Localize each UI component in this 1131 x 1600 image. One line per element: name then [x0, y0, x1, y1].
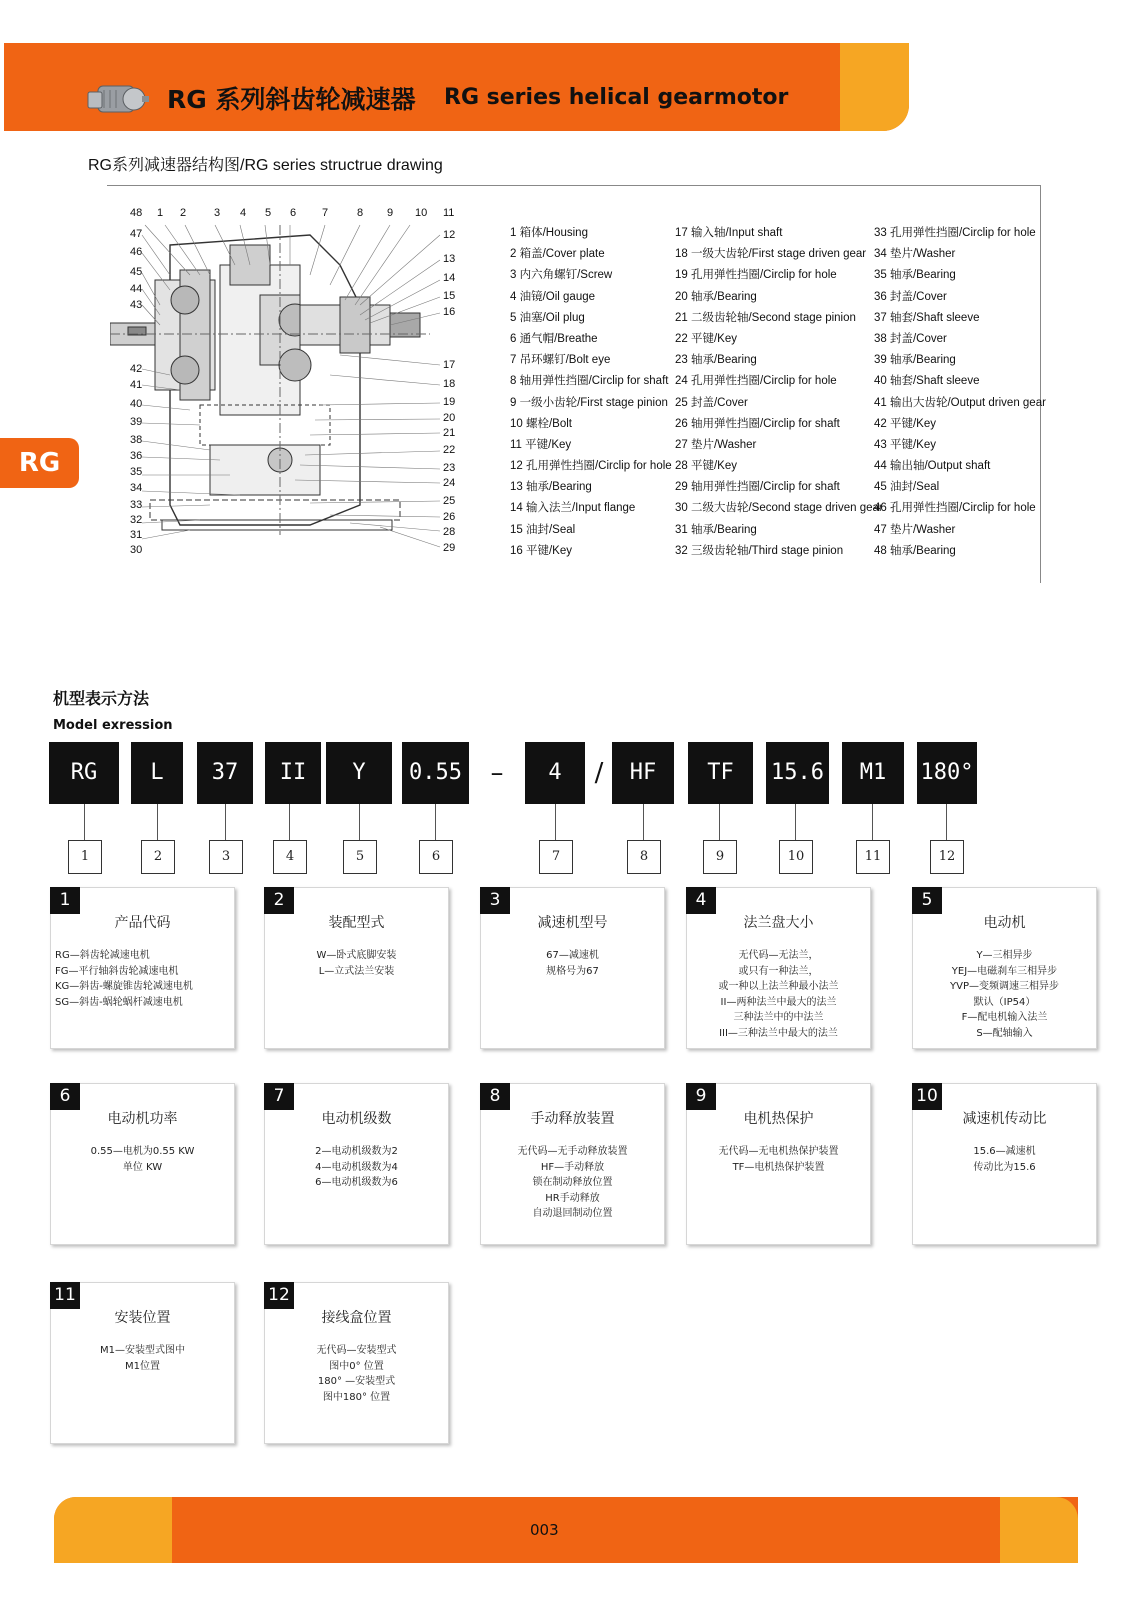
explain-card-mounting-position [50, 1282, 235, 1444]
part-item: 22 平键/Key [675, 332, 737, 345]
connector-line [795, 804, 796, 840]
callout-right: 12 [443, 229, 456, 241]
code-box-y: Y [326, 742, 392, 804]
callout-right: 28 [443, 526, 456, 538]
callout-top-48: 48 [130, 207, 143, 219]
header-title-cn: RG 系列斜齿轮减速器 [167, 85, 416, 114]
callout-left: 40 [130, 398, 143, 410]
code-box-rg: RG [49, 742, 119, 804]
callout-left: 31 [130, 529, 143, 541]
connector-line [84, 804, 85, 840]
explain-card-terminal-box [264, 1282, 449, 1444]
part-item: 18 一级大齿轮/First stage driven gear [675, 248, 867, 261]
part-item: 40 轴套/Shaft sleeve [874, 375, 980, 388]
header-accent [840, 43, 909, 131]
callout-top-11: 11 [443, 207, 455, 219]
code-box-180: 180° [917, 742, 977, 804]
card-title: 安装位置 [114, 1310, 171, 1326]
part-item: 35 轴承/Bearing [874, 269, 956, 282]
explain-card-product-code [50, 887, 235, 1049]
connector-line [157, 804, 158, 840]
callout-left: 30 [130, 544, 143, 556]
part-item: 33 孔用弹性挡圈/Circlip for hole [874, 227, 1036, 239]
part-item: 37 轴套/Shaft sleeve [874, 311, 980, 324]
code-number-box: 4 [273, 840, 307, 874]
code-box-156: 15.6 [766, 742, 829, 804]
callout-right: 25 [443, 495, 456, 507]
callout-top-6: 6 [290, 207, 297, 219]
callout-left: 44 [130, 283, 143, 295]
part-item: 28 平键/Key [675, 460, 737, 473]
card-number-badge: 10 [912, 1083, 942, 1110]
code-box-hf: HF [612, 742, 674, 804]
code-number-box: 1 [68, 840, 102, 874]
part-item: 14 输入法兰/Input flange [510, 502, 636, 515]
card-body: 无代码—无电机热保护装置 TF—电机热保护装置 [718, 1146, 839, 1173]
part-item: 34 垫片/Washer [874, 248, 956, 261]
callout-right: 21 [443, 427, 456, 439]
card-title: 电动机级数 [321, 1111, 392, 1127]
part-item: 4 油镜/Oil gauge [510, 290, 596, 303]
frame-top-rule [107, 185, 1040, 186]
card-body: Y—三相异步 YEJ—电磁刹车三相异步 YVP—变频调速三相异步 默认（IP54） F—配电机输入法兰 S—配轴输入 [950, 950, 1059, 1039]
code-box-ii: II [265, 742, 321, 804]
part-item: 47 垫片/Washer [874, 523, 956, 536]
card-body: 无代码—安装型式 图中0° 位置 180° —安装型式 图中180° 位置 [316, 1345, 397, 1403]
connector-line [555, 804, 556, 840]
card-body: 15.6—减速机 传动比为15.6 [973, 1146, 1036, 1173]
callout-right: 13 [443, 253, 456, 265]
callout-left: 36 [130, 450, 143, 462]
card-body: 0.55—电机为0.55 KW 单位 KW [90, 1146, 195, 1173]
page-number: 003 [530, 1521, 559, 1539]
part-item: 36 封盖/Cover [874, 290, 947, 303]
part-item: 10 螺栓/Bolt [510, 417, 572, 430]
callout-right: 20 [443, 412, 456, 424]
callout-left: 41 [130, 379, 143, 391]
connector-line [643, 804, 644, 840]
code-number-box: 7 [539, 840, 573, 874]
part-item: 17 输入轴/Input shaft [675, 227, 783, 239]
card-number-badge: 3 [480, 887, 510, 914]
part-item: 31 轴承/Bearing [675, 523, 757, 536]
part-item: 23 轴承/Bearing [675, 354, 757, 367]
callout-top-9: 9 [387, 207, 394, 219]
callout-left: 38 [130, 434, 143, 446]
callout-top-5: 5 [265, 207, 272, 219]
footer-accent-right [1000, 1497, 1078, 1563]
callout-right: 22 [443, 444, 456, 456]
card-number-badge: 12 [264, 1282, 294, 1309]
card-title: 接线盒位置 [321, 1310, 392, 1326]
part-item: 20 轴承/Bearing [675, 290, 757, 303]
code-number-box: 3 [209, 840, 243, 874]
gearmotor-icon [84, 78, 150, 120]
callout-left: 46 [130, 246, 143, 258]
model-expression-title-en: Model exression [53, 718, 173, 733]
part-item: 15 油封/Seal [510, 523, 576, 536]
part-item: 21 二级齿轮轴/Second stage pinion [675, 311, 856, 324]
card-number-badge: 6 [50, 1083, 80, 1110]
dash-separator: – [490, 758, 504, 788]
footer-banner [54, 1497, 1078, 1563]
code-number-box: 11 [856, 840, 890, 874]
card-number-badge: 1 [50, 887, 80, 914]
part-item: 25 封盖/Cover [675, 396, 748, 409]
callout-top-3: 3 [214, 207, 221, 219]
part-item: 44 输出轴/Output shaft [874, 460, 991, 473]
card-number-badge: 4 [686, 887, 716, 914]
connector-line [289, 804, 290, 840]
callout-top-10: 10 [415, 207, 428, 219]
code-box-tf: TF [688, 742, 753, 804]
card-title: 产品代码 [114, 915, 171, 931]
code-number-box: 9 [703, 840, 737, 874]
callout-right: 23 [443, 462, 456, 474]
part-item: 1 箱体/Housing [510, 227, 588, 239]
part-item: 41 输出大齿轮/Output driven gear [874, 396, 1046, 409]
card-number-badge: 11 [50, 1282, 80, 1309]
model-expression-title-cn: 机型表示方法 [53, 689, 150, 708]
callout-top-4: 4 [240, 207, 247, 219]
part-item: 48 轴承/Bearing [874, 544, 956, 557]
card-number-badge: 8 [480, 1083, 510, 1110]
part-item: 38 封盖/Cover [874, 332, 947, 345]
card-title: 手动释放装置 [530, 1111, 615, 1127]
callout-top-7: 7 [322, 207, 329, 219]
callout-right: 24 [443, 477, 456, 489]
code-number-box: 12 [930, 840, 964, 874]
callout-left: 33 [130, 499, 143, 511]
part-item: 3 内六角螺钉/Screw [510, 269, 613, 282]
connector-line [719, 804, 720, 840]
card-title: 电动机功率 [107, 1111, 178, 1127]
card-title: 减速机传动比 [962, 1111, 1047, 1127]
card-body: 无代码—无手动释放装置 HF—手动释放 锁在制动释放位置 HR手动释放 自动退回制动位置 [517, 1146, 628, 1219]
code-box-055: 0.55 [402, 742, 469, 804]
part-item: 46 孔用弹性挡圈/Circlip for hole [874, 502, 1036, 515]
callout-right: 26 [443, 511, 456, 523]
callout-left: 42 [130, 363, 143, 375]
explain-card-ratio [912, 1083, 1097, 1245]
parts-list-col1 [510, 224, 672, 563]
code-box-37: 37 [197, 742, 253, 804]
callout-right: 15 [443, 290, 456, 302]
part-item: 43 平键/Key [874, 438, 936, 451]
card-body: 67—减速机 规格号为67 [546, 950, 599, 977]
part-item: 24 孔用弹性挡圈/Circlip for hole [675, 375, 837, 388]
connector-line [872, 804, 873, 840]
card-title: 电动机 [983, 915, 1026, 931]
connector-line [946, 804, 947, 840]
card-number-badge: 7 [264, 1083, 294, 1110]
part-item: 9 一级小齿轮/First stage pinion [510, 396, 668, 409]
callout-left: 35 [130, 466, 143, 478]
side-tab-rg: RG [0, 438, 79, 488]
card-title: 装配型式 [328, 915, 385, 931]
explain-card-motor [912, 887, 1097, 1049]
part-item: 7 吊环螺钉/Bolt eye [510, 354, 611, 367]
code-box-l: L [131, 742, 183, 804]
part-item: 30 二级大齿轮/Second stage driven gear [675, 502, 883, 515]
code-number-box: 5 [343, 840, 377, 874]
code-number-box: 8 [627, 840, 661, 874]
part-item: 6 通气帽/Breathe [510, 332, 598, 345]
code-number-box: 10 [779, 840, 813, 874]
callout-top-2: 2 [180, 207, 187, 219]
card-title: 减速机型号 [537, 915, 608, 931]
slash-separator: / [594, 758, 604, 788]
callout-right: 14 [443, 272, 456, 284]
structure-drawing [110, 205, 495, 575]
part-item: 5 油塞/Oil plug [510, 311, 585, 324]
part-item: 32 三级齿轮轴/Third stage pinion [675, 544, 844, 557]
explain-card-thermal-protection [686, 1083, 871, 1245]
code-number-box: 6 [419, 840, 453, 874]
part-item: 29 轴用弹性挡圈/Circlip for shaft [675, 481, 840, 494]
part-item: 11 平键/Key [510, 438, 572, 451]
callout-left: 32 [130, 514, 143, 526]
callout-right: 16 [443, 306, 456, 318]
header-title-en: RG series helical gearmotor [444, 85, 789, 110]
code-box-m1: M1 [842, 742, 904, 804]
connector-line [225, 804, 226, 840]
part-item: 42 平键/Key [874, 417, 936, 430]
callout-right: 18 [443, 378, 456, 390]
part-item: 12 孔用弹性挡圈/Circlip for hole [510, 460, 672, 473]
part-item: 39 轴承/Bearing [874, 354, 956, 367]
callout-top-8: 8 [357, 207, 364, 219]
part-item: 13 轴承/Bearing [510, 481, 592, 494]
card-number-badge: 9 [686, 1083, 716, 1110]
card-number-badge: 5 [912, 887, 942, 914]
card-number-badge: 2 [264, 887, 294, 914]
parts-list-col2 [675, 224, 883, 563]
callout-left: 43 [130, 299, 143, 311]
callout-left: 34 [130, 482, 143, 494]
footer-accent-left [54, 1497, 172, 1563]
callout-right: 29 [443, 542, 456, 554]
callout-right: 17 [443, 359, 456, 371]
callout-left: 47 [130, 228, 143, 240]
code-number-box: 2 [141, 840, 175, 874]
card-body: W—卧式底脚安装 L—立式法兰安装 [316, 950, 397, 977]
card-body: 无代码—无法兰， 或只有一种法兰， 或一种以上法兰种最小法兰 II—两种法兰中最大的法兰 三种法兰中的中法兰 III—三种法兰中最大的法兰 [718, 950, 839, 1039]
explain-card-flange-size [686, 887, 871, 1049]
part-item: 19 孔用弹性挡圈/Circlip for hole [675, 269, 837, 282]
card-title: 法兰盘大小 [743, 915, 814, 931]
connector-line [359, 804, 360, 840]
part-item: 16 平键/Key [510, 544, 572, 557]
explain-card-assembly [264, 887, 449, 1049]
part-item: 2 箱盖/Cover plate [510, 248, 605, 261]
parts-list-col3 [874, 224, 1046, 563]
callout-left: 39 [130, 416, 143, 428]
code-box-4: 4 [525, 742, 585, 804]
part-item: 26 轴用弹性挡圈/Circlip for shaft [675, 417, 840, 430]
part-item: 27 垫片/Washer [675, 438, 757, 451]
card-body: M1—安装型式图中 M1位置 [100, 1345, 185, 1372]
callout-top-1: 1 [157, 207, 164, 219]
connector-line [435, 804, 436, 840]
explain-card-reducer-model [480, 887, 665, 1049]
callout-right: 19 [443, 396, 456, 408]
explain-card-motor-poles [264, 1083, 449, 1245]
explain-card-manual-release [480, 1083, 665, 1245]
card-body: RG—斜齿轮减速电机 FG—平行轴斜齿轮减速电机 KG—斜齿-螺旋锥齿轮减速电机 SG—斜齿-蜗轮蜗杆减速电机 [55, 950, 193, 1008]
explain-card-motor-power [50, 1083, 235, 1245]
part-item: 8 轴用弹性挡圈/Circlip for shaft [510, 375, 669, 388]
card-body: 2—电动机级数为2 4—电动机级数为4 6—电动机级数为6 [315, 1146, 398, 1188]
card-title: 电机热保护 [743, 1111, 814, 1127]
part-item: 45 油封/Seal [874, 481, 940, 494]
drawing-section-title: RG系列减速器结构图/RG series structrue drawing [88, 157, 443, 174]
callout-left: 45 [130, 266, 143, 278]
